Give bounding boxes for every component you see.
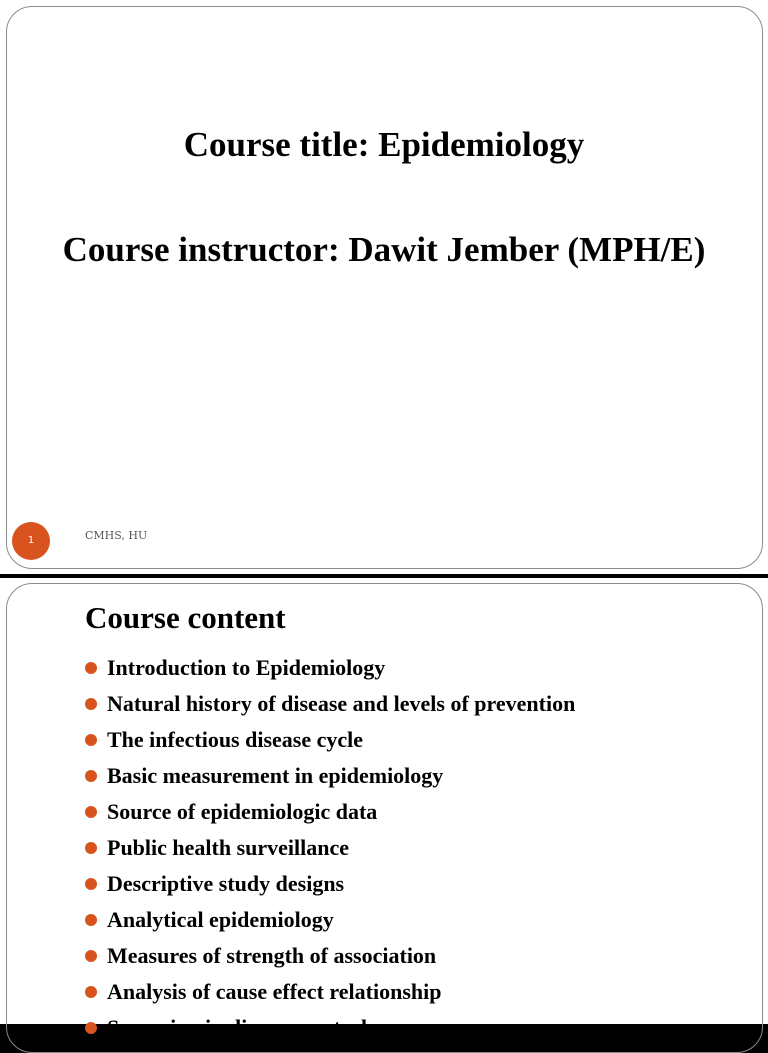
slide-2 [0,578,768,1040]
list-item-label: Introduction to Epidemiology [107,655,386,680]
list-item [0,938,575,974]
list-item-label: Analysis of cause effect relationship [107,979,442,1004]
bullet-icon [85,806,97,818]
bullet-icon [85,914,97,926]
page-number-badge: 1 [12,522,50,560]
list-item [0,686,575,722]
bullet-icon [85,734,97,746]
list-item [0,830,575,866]
list-item-label: Analytical epidemiology [107,907,334,932]
slide-frame [6,6,763,569]
course-instructor: Course instructor: Dawit Jember (MPH/E) [62,230,706,269]
bullet-icon [85,770,97,782]
list-item-label: Public health surveillance [107,835,349,860]
list-item-label: Measures of strength of association [107,943,437,968]
bullet-icon [85,950,97,962]
bullet-icon [85,662,97,674]
list-item [0,650,575,686]
course-title: Course title: Epidemiology [183,125,585,164]
list-item-label: Basic measurement in epidemiology [107,763,444,788]
list-item-label: Natural history of disease and levels of prevention [107,691,576,716]
list-item [0,866,575,902]
list-item [0,1010,575,1046]
list-item [0,974,575,1010]
bullet-icon [85,698,97,710]
content-heading: Course content [85,600,286,635]
list-item [0,722,575,758]
slide-footer: CMHS, HU [85,529,148,542]
course-content-list [0,650,575,1046]
list-item [0,794,575,830]
list-item-label: The infectious disease cycle [107,727,364,752]
list-item-label: Screening in disease control [107,1015,368,1040]
bullet-icon [85,878,97,890]
list-item [0,758,575,794]
list-item-label: Descriptive study designs [107,871,345,896]
bullet-icon [85,842,97,854]
bullet-icon [85,986,97,998]
list-item-label: Source of epidemiologic data [107,799,378,824]
list-item [0,902,575,938]
